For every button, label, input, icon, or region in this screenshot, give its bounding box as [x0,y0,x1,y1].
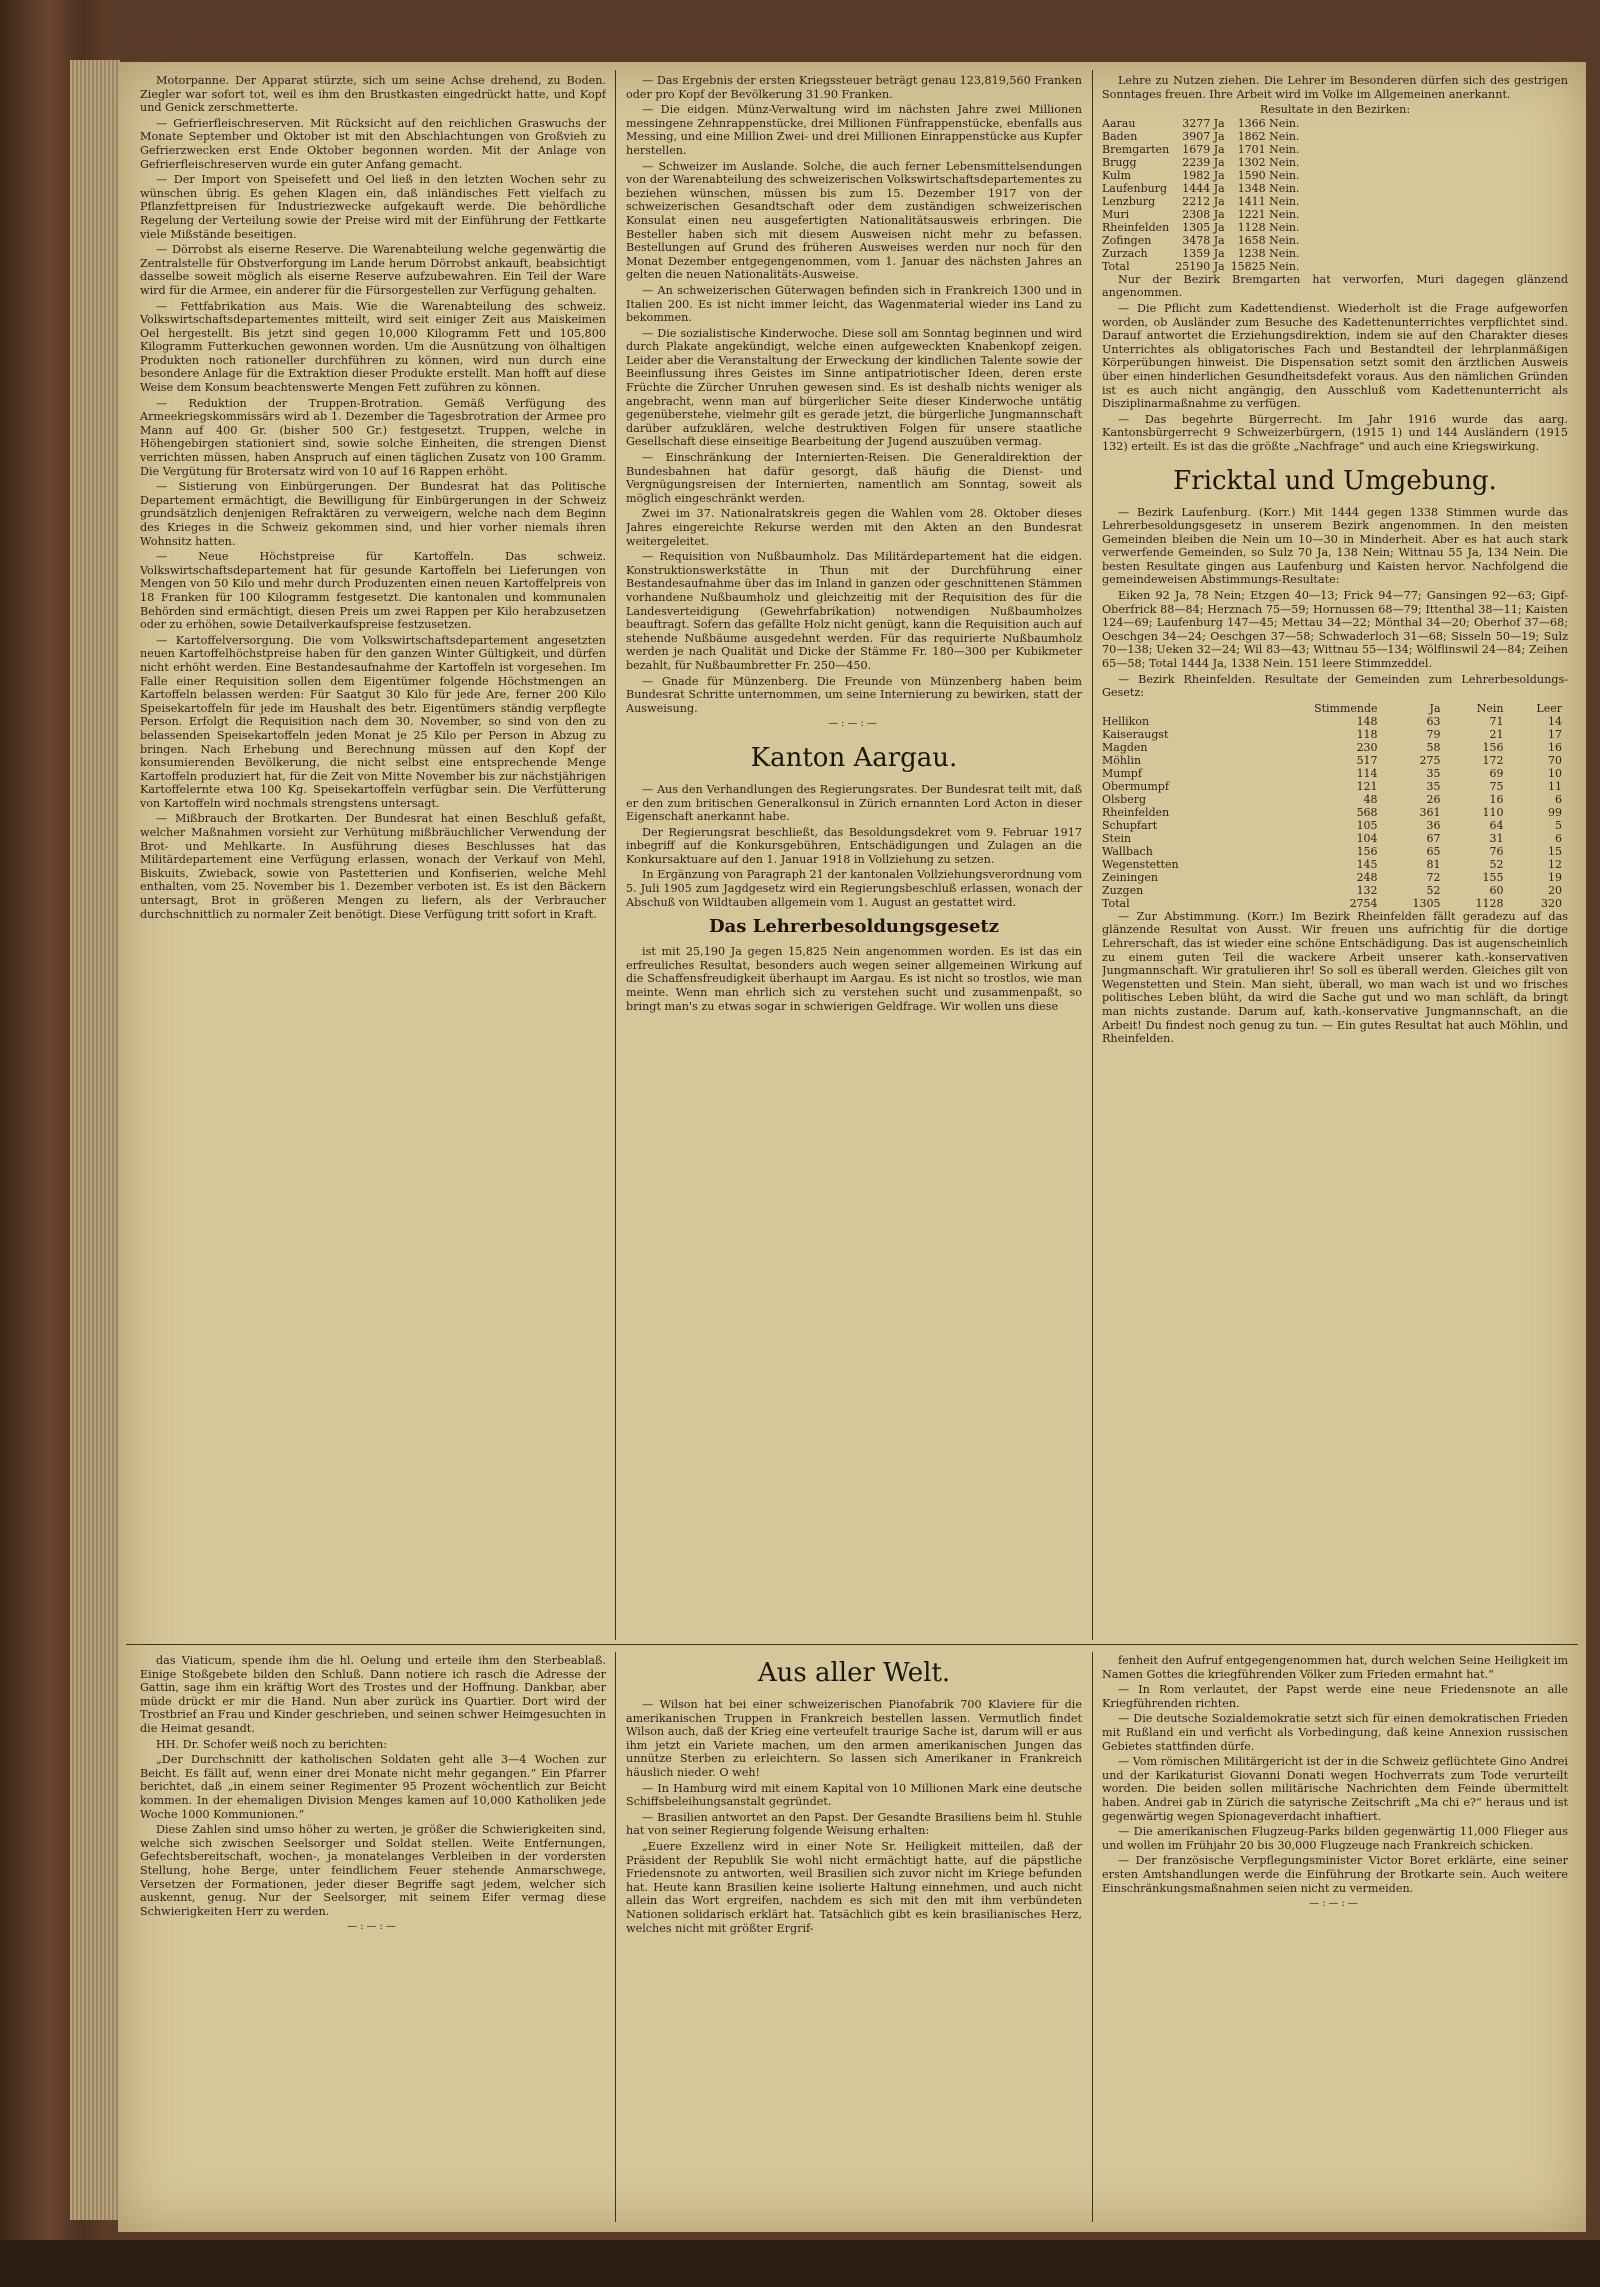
article-paragraph: Lehre zu Nutzen ziehen. Die Lehrer im Besonderen dürfen sich des gestrigen Sonntages freuen. Ihre Arbeit wird im Volke im Allgemeinen anerkannt. [1102,74,1568,101]
voters-count: 248 [1356,870,1378,884]
results-row [1102,247,1305,260]
ja-count: 3277 Ja [1182,116,1225,130]
municipality: Obermumpf [1102,779,1169,793]
blank-count: 70 [1548,753,1562,767]
results-row [1102,156,1305,169]
article-paragraph: — Einschränkung der Internierten-Reisen. Die Generaldirektion der Bundesbahnen hat dafür gesorgt, daß häufig die Dienst- und Vergnügungsreisen der Internierten, namentlich am Sonntag, soweit als möglich eingeschränkt werden. [626,451,1082,505]
section-heading-fricktal: Fricktal und Umgebung. [1173,465,1497,496]
article-paragraph: Der Regierungsrat beschließt, das Besoldungsdekret vom 9. Februar 1917 inbegriff auf die Konkursgebühren, Entschädigungen und Zulagen an die Konkursaktuare auf den 1. Januar 1918 in Vollziehung zu setzen. [626,825,1082,866]
nein-count: 1658 Nein. [1237,233,1300,247]
nein-count: 64 [1489,818,1504,832]
blank-count: 20 [1548,883,1562,897]
rheinfelden-row [1102,793,1568,806]
rh-total-cell: Total [1102,896,1130,910]
ja-count: 58 [1426,740,1441,754]
municipality: Wegenstetten [1102,857,1179,871]
rheinfelden-row [1102,819,1568,832]
ja-count: 36 [1426,818,1441,832]
results-total-label: Total [1102,259,1130,273]
rh-header: Leer [1536,701,1562,715]
municipality: Mumpf [1102,766,1142,780]
results-row [1102,182,1305,195]
bottom-right-column [1102,1654,1568,2219]
results-row [1102,221,1305,234]
article-paragraph: — Schweizer im Auslande. Solche, die auch ferner Lebensmittelsendungen von der Warenabteilung des schweizerischen Volkswirtschaftsdepartementes zu beziehen wünschen, müssen bis zum 15. Dezember 1917 von der schweizerischen Gesandtschaft oder dem zuständigen schweizerischen Konsulat einen neu ausgefertigten Nationalitätsausweis erbringen. Die Besteller haben sich mit diesem Ausweisen nicht mehr zu befassen. Bestellungen auf Grund des früheren Ausweises werden nur noch für den Monat Dezember entgegengenommen, vom 1. Januar des nächsten Jahres an gelten die neuen Nationalitäts-Ausweise. [626,159,1082,282]
rheinfelden-header-row [1102,702,1568,715]
district-name: Laufenburg [1102,181,1168,195]
results-row [1102,208,1305,221]
section-rule [126,1644,1578,1645]
voters-count: 230 [1356,740,1378,754]
article-paragraph: — Die eidgen. Münz-Verwaltung wird im nächsten Jahre zwei Millionen messingene Zehnrappenstücke, drei Millionen Fünfrappenstücke, ebenfalls aus Messing, und eine Million Zwei- und drei Millionen Einrappenstücke aus Kupfer herstellen. [626,103,1082,157]
article-paragraph: — Wilson hat bei einer schweizerischen Pianofabrik 700 Klaviere für die amerikanischen Truppen in Frankreich bestellen lassen. Vermutlich findet Wilson auch, daß der Krieg eine verteufelt traurige Sache ist, darum will er aus ihm jetzt ein Variete machen, um den armen amerikanischen Jungen das unnütze Sterben zu erleichtern. So lassen sich Amerikaner in Frankreich häuslich nieder. O weh! [626,1698,1082,1779]
nein-count: 16 [1489,792,1504,806]
voters-count: 132 [1356,883,1378,897]
ja-count: 2308 Ja [1182,207,1225,221]
article-paragraph: das Viaticum, spende ihm die hl. Oelung und erteile ihm den Sterbeablaß. Einige Stoßgebete bilden den Schluß. Dann notiere ich rasch die Adresse der Gattin, sage ihm ein kräftig Wort des Trostes und der Hoffnung. Dankbar, aber müde drückt er mir die Hand. Nun aber zurück ins Quartier. Dort wird der Trostbrief an Frau und Kinder geschrieben, und seinen schwer Heimgesuchten in die Heimat gesandt. [140,1654,606,1735]
rh-total-cell: 2754 [1349,896,1378,910]
rh-total-cell: 1128 [1475,896,1504,910]
article-paragraph: — Brasilien antwortet an den Papst. Der Gesandte Brasiliens beim hl. Stuhle hat von seiner Regierung folgende Weisung erhalten: [626,1810,1082,1838]
district-name: Lenzburg [1102,194,1156,208]
results-row [1102,234,1305,247]
article-paragraph: — Vom römischen Militärgericht ist der in die Schweiz geflüchtete Gino Andrei und der Karikaturist Giovanni Donati wegen Hochverrats zum Tode verurteilt worden. Die beiden sollen militärische Nachrichten dem Feinde übermittelt haben. Andrei gab in Zürich die satyrische Zeitschrift „Ma chi e?“ heraus und ist gegenwärtig wegen Spionageverdacht inhaftiert. [1102,1755,1568,1823]
voters-count: 118 [1356,727,1378,741]
column-3 [1102,74,1568,1639]
ja-count: 52 [1426,883,1441,897]
results-row [1102,195,1305,208]
column-1 [140,74,606,1639]
results-row [1102,169,1305,182]
ja-count: 361 [1419,805,1441,819]
article-paragraph: — Aus den Verhandlungen des Regierungsrates. Der Bundesrat teilt mit, daß er den zum britischen Generalkonsul in Zürich ernannten Lord Acton in dieser Eigenschaft anerkannt habe. [626,782,1082,824]
district-name: Zurzach [1102,246,1148,260]
ja-count: 1679 Ja [1182,142,1225,156]
rheinfelden-row [1102,715,1568,728]
nein-count: 1366 Nein. [1237,116,1300,130]
voters-count: 104 [1356,831,1378,845]
nein-count: 1238 Nein. [1237,246,1300,260]
voters-count: 145 [1356,857,1378,871]
blank-count: 5 [1555,818,1562,832]
newspaper-page [118,62,1586,2232]
ja-count: 81 [1426,857,1441,871]
blank-count: 14 [1548,714,1562,728]
article-paragraph: — Die sozialistische Kinderwoche. Diese soll am Sonntag beginnen und wird durch Plakate angekündigt, welche einen aufgeweckten Knabenkopf zeigen. Leider aber die Veranstaltung der Erweckung der kindlichen Talente sowie der Beeinflussung ihres Geistes im Sinne antipatriotischer Ideen, deren erste Früchte die Zürcher Unruhen gewesen sind. Es ist deshalb nichts weniger als angebracht, wenn man auf bürgerlicher Seite dieser Kinderwoche untätig gegenüberstehe, vielmehr gilt es gerade jetzt, die bürgerliche Jungmannschaft darüber aufzuklären, welche destruktiven Folgen für unsere staatliche Gesellschaft diese einseitige Bearbeitung der Jugend auszuüben vermag. [626,326,1082,449]
column-rule [1092,70,1093,1640]
results-row [1102,117,1305,130]
article-paragraph: „Der Durchschnitt der katholischen Soldaten geht alle 3—4 Wochen zur Beicht. Es fällt auf, wenn einer drei Monate nicht mehr gegangen.“ Ein Pfarrer berichtet, daß „in einem seiner Regimenter 95 Prozent wöchentlich zur Beicht kommen. In der ehemaligen Division Menges kamen auf 10,000 Katholiken jede Woche 1000 Kommunionen.“ [140,1753,606,1821]
article-paragraph: — Das Ergebnis der ersten Kriegssteuer beträgt genau 123,819,560 Franken oder pro Kopf der Bevölkerung 31.90 Franken. [626,74,1082,101]
ja-count: 275 [1419,753,1441,767]
bottom-middle-column [626,1654,1082,2219]
municipality: Wallbach [1102,844,1153,858]
rh-total-cell: 1305 [1412,896,1441,910]
nein-count: 172 [1482,753,1504,767]
nein-count: 75 [1489,779,1504,793]
nein-count: 1221 Nein. [1237,207,1300,221]
blank-count: 6 [1555,831,1562,845]
rh-total-cell: 320 [1541,896,1562,910]
municipality: Hellikon [1102,714,1150,728]
ja-count: 26 [1426,792,1441,806]
voters-count: 517 [1356,753,1378,767]
rh-header: Ja [1429,701,1441,715]
rh-header [1102,702,1255,715]
rheinfelden-row [1102,754,1568,767]
ja-count: 65 [1426,844,1441,858]
separator: —:—:— [1309,1898,1361,1910]
district-name: Baden [1102,129,1138,143]
ja-count: 3907 Ja [1182,129,1225,143]
results-total-ja: 25190 Ja [1175,259,1225,273]
voters-count: 568 [1356,805,1378,819]
nein-count: 156 [1482,740,1504,754]
voters-count: 121 [1356,779,1378,793]
voters-count: 156 [1356,844,1378,858]
rheinfelden-row [1102,845,1568,858]
article-paragraph: Diese Zahlen sind umso höher zu werten, je größer die Schwierigkeiten sind, welche sich zwischen Seelsorger und Soldat stellen. Weite Entfernungen, Gefechtsbereitschaft, wochen-, ja monatelanges Verbleiben in der vordersten Stellung, hohe Berge, unter feindlichem Feuer stehende Anmarschwege, Versetzen der Formationen, jeder dieser Begriffe sagt jedem, welcher sich auskennt, genug. Nur der Seelsorger, mit seinem Eifer vermag diese Schwierigkeiten Herr zu werden. [140,1823,606,1918]
nein-count: 110 [1482,805,1504,819]
rheinfelden-row [1102,832,1568,845]
voters-count: 48 [1363,792,1378,806]
results-total-nein: 15825 Nein. [1230,259,1300,273]
nein-count: 1411 Nein. [1237,194,1300,208]
district-name: Rheinfelden [1102,220,1170,234]
article-paragraph: — Requisition von Nußbaumholz. Das Militärdepartement hat die eidgen. Konstruktionswerkstätte in Thun mit der Durchführung einer Bestandesaufnahme über das im Inland in ganzen oder geschnittenen Stämmen vorhandene Nußbaumholz und gleichzeitig mit der Requisition des für die Landesverteidigung (Gewehrfabrikation) notwendigen Nußbaumholzes beauftragt. Sofern das gefällte Holz nicht genügt, kann die Requisition auch auf stehende Nußbäume ausgedehnt werden. Für das requirierte Nußbaumholz werden je nach Qualität und Dicke der Stämme Fr. 180—300 per Kubikmeter bezahlt, für Nußbaumbretter Fr. 250—450. [626,550,1082,672]
blank-count: 19 [1548,870,1562,884]
article-paragraph: fenheit den Aufruf entgegengenommen hat, durch welchen Seine Heiligkeit im Namen Gottes die kriegführenden Völker zum Frieden ermahnt hat.“ [1102,1654,1568,1681]
article-paragraph: ist mit 25,190 Ja gegen 15,825 Nein angenommen worden. Es ist das ein erfreuliches Resultat, besonders auch wegen seiner allgemeinen Wirkung auf die Schaffensfreudigkeit überhaupt im Aargau. Es ist nicht so trostlos, wie man meinte. Wenn man ehrlich sich zu verstehen sucht und zusammenpaßt, so bringt man's zu etwas sogar in schwierigen Geldfrage. Wir wollen uns diese [626,945,1082,1013]
article-paragraph: — In Rom verlautet, der Papst werde eine neue Friedensnote an alle Kriegführenden richten. [1102,1683,1568,1710]
article-paragraph: — Bezirk Rheinfelden. Resultate der Gemeinden zum Lehrerbesoldungs-Gesetz: [1102,672,1568,700]
section-heading-aus-aller-welt: Aus aller Welt. [757,1658,951,1688]
ja-count: 2239 Ja [1182,155,1225,169]
column-rule [615,70,616,1640]
article-paragraph: „Euere Exzellenz wird in einer Note Sr. Heiligkeit mitteilen, daß der Präsident der Republik Sie wohl nicht ermächtigt hatte, auf die päpstliche Friedensnote zu antworten, weil Brasilien sich zuvor nicht im Kriege befunden hat. Heute kann Brasilien keine isolierte Haltung einnehmen, und auch nicht allein das Wort ergreifen, nachdem es sich mit den mit ihm verbündeten Nationen solidarisch erklärt hat. Tatsächlich gibt es kein brasilianisches Herz, welches nicht mit größter Ergrif- [626,1839,1082,1935]
rheinfelden-row [1102,884,1568,897]
results-row [1102,143,1305,156]
municipality: Schupfart [1102,818,1158,832]
article-paragraph: HH. Dr. Schofer weiß noch zu berichten: [156,1737,388,1751]
voters-count: 114 [1356,766,1378,780]
nein-count: 52 [1489,857,1504,871]
article-paragraph: Zwei im 37. Nationalratskreis gegen die Wahlen vom 28. Oktober dieses Jahres eingereichte Rekurse werden mit den Akten an den Bundesrat weitergeleitet. [626,507,1082,548]
article-paragraph: — Das begehrte Bürgerrecht. Im Jahr 1916 wurde das aarg. Kantonsbürgerrecht 9 Schweizerbürgern, (1915 1) und 144 Ausländern (1915 132) erteilt. Es ist das die größte „Nachfrage“ und auch eine Kriegswirkung. [1102,412,1568,453]
rh-header: Nein [1476,701,1504,715]
voters-count: 148 [1356,714,1378,728]
blank-count: 11 [1548,779,1562,793]
municipality: Möhlin [1102,753,1142,767]
district-name: Brugg [1102,155,1137,169]
column-rule [615,1652,616,2222]
rheinfelden-row [1102,858,1568,871]
rheinfelden-total-row [1102,897,1568,910]
column-2 [626,74,1082,1639]
blank-count: 12 [1548,857,1562,871]
nein-count: 155 [1482,870,1504,884]
nein-count: 76 [1489,844,1504,858]
article-paragraph: — Sistierung von Einbürgerungen. Der Bundesrat hat das Politische Departement ermächtigt, die Bewilligung für Einbürgerungen in der Schweiz grundsätzlich denjenigen Refraktären zu verweigern, welche nach dem Beginn des Krieges in die Schweiz gekommen sind, und hier vorher niemals ihren Wohnsitz hatten. [140,480,606,548]
municipality: Zuzgen [1102,883,1144,897]
article-paragraph: — Fettfabrikation aus Mais. Wie die Warenabteilung des schweiz. Volkswirtschaftsdepartementes mitteilt, wird seit einiger Zeit aus Maiskeimen Oel hergestellt. Bis jetzt sind gegen 10,000 Kilogramm Fett und 105,800 Kilogramm Futterkuchen gewonnen worden. Um die Ausnützung von ölhaltigen Produkten noch rationeller durchführen zu können, wird nun durch eine besondere Anlage für die Extraktion dieser Produkte erstellt. Man hofft auf diese Weise dem Konsum beachtenswerte Mengen Fett zuführen zu können. [140,299,606,395]
blank-count: 10 [1548,766,1562,780]
ja-count: 79 [1426,727,1441,741]
district-results-table [1102,117,1305,273]
article-paragraph: — Die deutsche Sozialdemokratie setzt sich für einen demokratischen Frieden mit Rußland ein und verficht als Vorbedingung, daß keine Annexion russischen Gebietes stattfinden dürfe. [1102,1712,1568,1753]
article-paragraph: — Die Pflicht zum Kadettendienst. Wiederholt ist die Frage aufgeworfen worden, ob Ausländer zum Besuche des Kadettenunterrichtes verpflichtet sind. Darauf antwortet die Erziehungsdirektion, indem sie auf den Charakter dieses Unterrichtes als obligatorisches Fach und Bestandteil der lehrplanmäßigen Körperübungen hinweist. Die Dispensation setzt somit den ärztlichen Ausweis über einen hinderlichen Gesundheitsdefekt voraus. Aus den nämlichen Gründen ist es auch nicht angängig, den Ausschluß vom Kadettenunterricht als Disziplinarmaßnahme zu verfügen. [1102,301,1568,411]
separator: —:—:— [347,1921,399,1933]
nein-count: 1348 Nein. [1237,181,1300,195]
rheinfelden-row [1102,871,1568,884]
ja-count: 67 [1426,831,1441,845]
ja-count: 2212 Ja [1182,194,1225,208]
article-paragraph: — Neue Höchstpreise für Kartoffeln. Das schweiz. Volkswirtschaftsdepartement hat für gesunde Kartoffeln bei Lieferungen von Mengen von 50 Kilo und mehr durch Produzenten einen neuen Kartoffelpreis von 18 Franken für 100 Kilogramm festgesetzt. Die kantonalen und kommunalen Behörden sind ermächtigt, diesen Preis um zwei Rappen per Kilo herabzusetzen oder zu erhöhen, sowie Detailverkaufspreise festzusetzen. [140,550,606,632]
rh-header: Stimmende [1314,701,1378,715]
column-rule [1092,1652,1093,2222]
nein-count: 31 [1489,831,1504,845]
blank-count: 16 [1548,740,1562,754]
municipality: Stein [1102,831,1132,845]
blank-count: 99 [1548,805,1562,819]
article-paragraph: — Gnade für Münzenberg. Die Freunde von Münzenberg haben beim Bundesrat Schritte unternommen, um seine Internierung zu bewirken, statt der Ausweisung. [626,674,1082,715]
rheinfelden-row [1102,741,1568,754]
district-name: Kulm [1102,168,1132,182]
article-paragraph: — Bezirk Laufenburg. (Korr.) Mit 1444 gegen 1338 Stimmen wurde das Lehrerbesoldungsgesetz in unserem Bezirk angenommen. In den meisten Gemeinden bleiben die Nein um 10—30 in Minderheit. Aber es hat auch stark verwerfende Gemeinden, so Sulz 70 Ja, 138 Nein; Wittnau 55 Ja, 134 Nein. Die besten Resultate gingen aus Laufenburg und Kaisten hervor. Nachfolgend die gemeindeweisen Abstimmungs-Resultate: [1102,505,1568,587]
rheinfelden-row [1102,806,1568,819]
ja-count: 1359 Ja [1182,246,1225,260]
results-total-row [1102,260,1305,273]
article-paragraph: — Zur Abstimmung. (Korr.) Im Bezirk Rheinfelden fällt geradezu auf das glänzende Resultat von Ausst. Wir freuen uns aufrichtig für die dortige Lehrerschaft, das ist wieder eine schöne Entschädigung. Das ist augenscheinlich zu einem guten Teil die wackere Arbeit unserer kath.-konservativen Jungmannschaft. Wir gratulieren ihr! So soll es überall werden. Gleiches gilt von Wegenstetten und Stein. Man sieht, überall, wo man wach ist und wo frisches politisches Leben blüht, da wird die Sache gut und wo man schläft, da bringt man nichts zustande. Darum auf, kath.-konservative Jungmannschaft, an die Arbeit! Du findest noch genug zu tun. — Ein gutes Resultat hat auch Möhlin, und Rheinfelden. [1102,909,1568,1046]
municipality: Kaiseraugst [1102,727,1169,741]
article-paragraph: — Kartoffelversorgung. Die vom Volkswirtschaftsdepartement angesetzten neuen Kartoffelhöchstpreise haben für den ganzen Winter Gültigkeit, und dürfen nicht erhöht werden. Eine Bestandesaufnahme der Kartoffeln ist vorgesehen. Im Falle einer Requisition sollen dem Eigentümer folgende Höchstmengen an Kartoffeln belassen werden: Für Saatgut 30 Kilo für jede Are, ferner 200 Kilo Speisekartoffeln für jede im Haushalt des betr. Eigentümers ständig verpflegte Person. Erfolgt die Requisition nach dem 30. November, so sind von den zu belassenden Speisekartoffeln jeden Monat je 25 Kilo per Person in Abzug zu bringen. Nach Erhebung und Berechnung müssen auf den Kopf der konsumierenden Bevölkerung, die nicht selbst eine entsprechende Menge Kartoffeln produziert hat, für die Zeit von Mitte November bis zur nächstjährigen Kartoffelernte etwa 100 Kg. Speisekartoffeln verfügbar sein. Die Verfütterung von Kartoffeln wird nochmals strengstens untersagt. [140,633,606,810]
municipality: Zeiningen [1102,870,1158,884]
article-paragraph: — Der Import von Speisefett und Oel ließ in den letzten Wochen sehr zu wünschen übrig. Es gehen Klagen ein, daß inländisches Fett vielfach zu Pflanzfettpreisen für Industriezwecke aufgekauft werde. Die behördliche Regelung der Verteilung sowie der Preise wird mit der Einführung der Fettkarte viele Mißstände beseitigen. [140,173,606,241]
ja-count: 72 [1426,870,1441,884]
article-paragraph: — An schweizerischen Güterwagen befinden sich in Frankreich 1300 und in Italien 200. Es ist nicht immer leicht, das Wagenmaterial wieder ins Land zu bekommen. [626,283,1082,325]
article-paragraph: — Der französische Verpflegungsminister Victor Boret erklärte, eine seiner ersten Amtshandlungen werde die Einführung der Brotkarte sein. Auch weitere Einschränkungsmaßnahmen seien nicht zu vermeiden. [1102,1854,1568,1895]
page-edges [70,60,120,2220]
blank-count: 17 [1548,727,1562,741]
nein-count: 1302 Nein. [1237,155,1300,169]
nein-count: 1590 Nein. [1237,168,1300,182]
municipality: Olsberg [1102,792,1147,806]
ja-count: 1305 Ja [1182,220,1225,234]
article-paragraph: — Mißbrauch der Brotkarten. Der Bundesrat hat einen Beschluß gefaßt, welcher Maßnahmen vorsieht zur Verhütung mißbräuchlicher Verwendung der Brot- und Mehlkarte. In Ausführung dieses Beschlusses hat das Militärdepartement eine Verfügung erlassen, wonach der Verkauf von Mehl, Biskuits, Zwieback, sowie von Pastetterien und Konfiserien, welche Mehl enthalten, vom 25. November bis 1. Dezember verboten ist. Es ist den Bäckern untersagt, Brot in größeren Mengen zu liefern, als der Verbraucher durchschnittlich zu normaler Zeit benötigt. Diese Verfügung tritt sofort in Kraft. [140,812,606,921]
municipality: Magden [1102,740,1148,754]
ja-count: 1982 Ja [1182,168,1225,182]
ja-count: 35 [1426,779,1441,793]
blank-count: 15 [1548,844,1562,858]
bottom-left-column [140,1654,606,2219]
blank-count: 6 [1555,792,1562,806]
nein-count: 69 [1489,766,1504,780]
separator: —:—:— [828,718,880,730]
article-paragraph: In Ergänzung von Paragraph 21 der kantonalen Vollziehungsverordnung vom 5. Juli 1905 zum Jagdgesetz wird ein Regierungsbeschluß erlassen, wonach der Abschuß von Wildtauben allgemein vom 1. August an gestattet wird. [626,868,1082,909]
district-name: Zofingen [1102,233,1152,247]
ja-count: 35 [1426,766,1441,780]
rheinfelden-results-table [1102,702,1568,910]
district-name: Bremgarten [1102,142,1170,156]
rheinfelden-row [1102,728,1568,741]
article-paragraph: Nur der Bezirk Bremgarten hat verworfen, Muri dagegen glänzend angenommen. [1102,272,1568,300]
municipality: Rheinfelden [1102,805,1170,819]
ja-count: 3478 Ja [1182,233,1225,247]
district-name: Aarau [1102,116,1136,130]
results-title: Resultate in den Bezirken: [1259,103,1411,117]
section-heading-aargau: Kanton Aargau. [750,742,958,773]
nein-count: 71 [1489,714,1504,728]
nein-count: 1701 Nein. [1237,142,1300,156]
voters-count: 105 [1356,818,1378,832]
book-bottom-edge [0,2240,1600,2287]
rheinfelden-row [1102,780,1568,793]
subheading-lehrerbesoldungsgesetz: Das Lehrerbesoldungsgesetz [709,916,999,938]
article-paragraph: — Reduktion der Truppen-Brotration. Gemäß Verfügung des Armeekriegskommissärs wird ab 1. Dezember die Tagesbrotration der Armee pro Mann auf 400 Gr. (bisher 500 Gr.) festgesetzt. Truppen, welche in Höhengebirgen stationiert sind, sowie solche Einheiten, die strengen Dienst verrichten müssen, haben Anspruch auf einen täglichen Zusatz von 100 Gramm. Die Vergütung für Brotersatz wird von 10 auf 16 Rappen erhöht. [140,396,606,478]
nein-count: 21 [1489,727,1504,741]
nein-count: 60 [1489,883,1504,897]
article-paragraph: — Dörrobst als eiserne Reserve. Die Warenabteilung welche gegenwärtig die Zentralstelle für Obstverforgung im Lande herum Dörrobst ankauft, beabsichtigt dasselbe soweit möglich als eiserne Reserve aufzubewahren. Ein Teil der Ware wird für die Armee, ein anderer für die Fürsorgestellen zur Verfügung gehalten. [140,243,606,297]
article-paragraph: — In Hamburg wird mit einem Kapital von 10 Millionen Mark eine deutsche Schiffsbeleihungsanstalt gegründet. [626,1781,1082,1809]
results-row [1102,130,1305,143]
district-name: Muri [1102,207,1130,221]
article-paragraph: — Die amerikanischen Flugzeug-Parks bilden gegenwärtig 11,000 Flieger aus und wollen im Frühjahr 20 bis 30,000 Flugzeuge nach Frankreich schicken. [1102,1825,1568,1852]
rheinfelden-row [1102,767,1568,780]
nein-count: 1128 Nein. [1237,220,1300,234]
article-paragraph: — Gefrierfleischreserven. Mit Rücksicht auf den reichlichen Graswuchs der Monate September und Oktober ist mit den Abschlachtungen von Großvieh zu Gefrierzwecken erst Ende Oktober begonnen worden. Mit der Anlage von Gefrierfleischreserven wurde ein guter Anfang gemacht. [140,116,606,171]
ja-count: 63 [1426,714,1441,728]
ja-count: 1444 Ja [1182,181,1225,195]
nein-count: 1862 Nein. [1237,129,1300,143]
article-paragraph: Motorpanne. Der Apparat stürzte, sich um seine Achse drehend, zu Boden. Ziegler war sofort tot, weil es ihm den Brustkasten eingedrückt hatte, und Kopf und Genick zerschmetterte. [140,74,606,115]
article-paragraph: Eiken 92 Ja, 78 Nein; Etzgen 40—13; Frick 94—77; Gansingen 92—63; Gipf-Oberfrick 88—84; Herznach 75—59; Hornussen 68—79; Ittenthal 38—11; Kaisten 124—69; Laufenburg 147—45; Mettau 34—22; Mönthal 34—20; Oberhof 37—68; Oeschgen 34—24; Oeschgen 37—58; Schwaderloch 31—68; Sisseln 50—19; Sulz 70—138; Ueken 32—24; Wil 83—43; Wittnau 55—134; Wölflinswil 24—84; Zeihen 65—58; Total 1444 Ja, 1338 Nein. 151 leere Stimmzeddel. [1102,589,1568,671]
